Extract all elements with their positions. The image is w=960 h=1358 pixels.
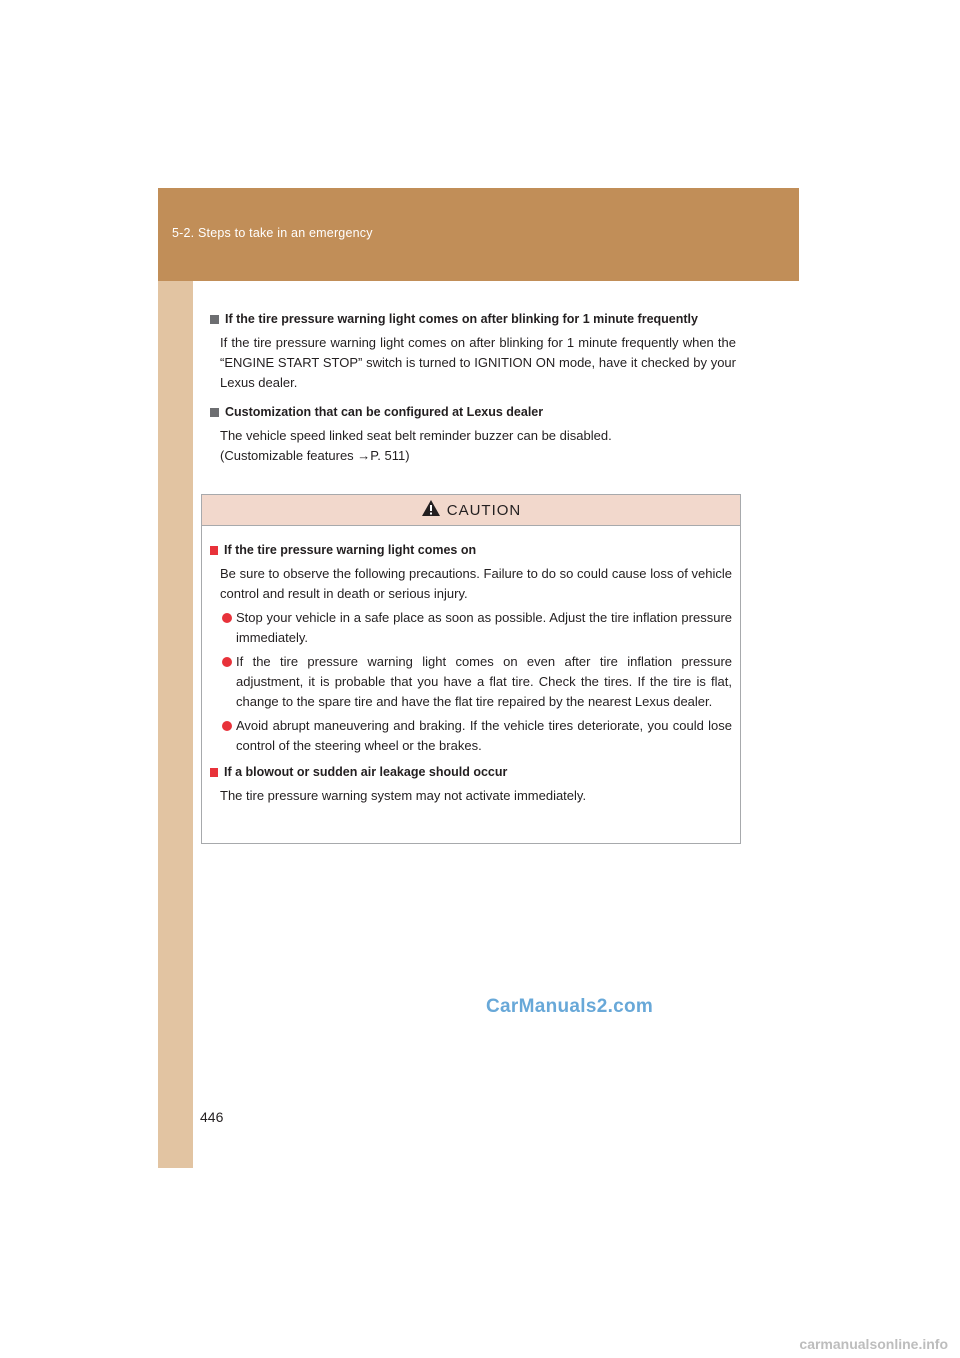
- caution-bullet: [222, 608, 732, 648]
- caution-title: CAUTION: [446, 501, 522, 519]
- caution-bullet: [222, 652, 732, 712]
- page-number: 446: [200, 1109, 224, 1125]
- bullet-text: Avoid abrupt maneuvering and braking. If the vehicle tires deteriorate, you could lose control of the steering wheel or the brakes.: [236, 718, 732, 753]
- bullet-dot-icon: [222, 613, 232, 623]
- caution-heading: If a blowout or sudden air leakage should occur: [224, 765, 508, 779]
- section-title: 5-2. Steps to take in an emergency: [172, 226, 373, 240]
- bullet-dot-icon: [222, 657, 232, 667]
- customization-section: [210, 402, 736, 466]
- warning-triangle-icon: [421, 499, 441, 522]
- bullet-text: Stop your vehicle in a safe place as soon as possible. Adjust the tire inflation pressure immediately.: [236, 610, 732, 645]
- bullet-dot-icon: [222, 721, 232, 731]
- section-text-line1: The vehicle speed linked seat belt reminder buzzer can be disabled.: [220, 428, 612, 443]
- caution-bullet: [222, 716, 732, 756]
- bullet-text: If the tire pressure warning light comes on even after tire inflation pressure adjustment, it is probable that you have a flat tire. Check the tires. If the tire is flat, change to the spare tire and have the flat tire repaired by the nearest Lexus dealer.: [236, 654, 732, 709]
- caution-box: [201, 494, 741, 844]
- square-bullet-icon: [210, 315, 219, 324]
- caution-body: [202, 526, 740, 806]
- section-text: If the tire pressure warning light comes on after blinking for 1 minute frequently when the “ENGINE START STOP” switch is turned to IGNITION ON mode, have it checked by your Lexus dealer.: [220, 335, 736, 390]
- main-content: [210, 309, 736, 475]
- page-sidebar: [158, 188, 193, 1168]
- caution-header: [202, 495, 740, 526]
- section-heading: If the tire pressure warning light comes on after blinking for 1 minute frequently: [225, 312, 698, 326]
- watermark-logo: CarManuals2.com: [486, 996, 654, 1017]
- section-heading: Customization that can be configured at Lexus dealer: [225, 405, 544, 419]
- tire-light-blinking-section: [210, 309, 736, 393]
- caution-heading: If the tire pressure warning light comes on: [224, 543, 477, 557]
- square-bullet-icon: [210, 546, 218, 555]
- caution-text: Be sure to observe the following precautions. Failure to do so could cause loss of vehicle control and result in death or serious injury.: [220, 566, 732, 601]
- section-text-line2: (Customizable features →P. 511): [220, 448, 410, 463]
- caution-text: The tire pressure warning system may not activate immediately.: [220, 788, 587, 803]
- square-bullet-icon: [210, 408, 219, 417]
- footer-watermark: carmanualsonline.info: [799, 1336, 948, 1352]
- square-bullet-icon: [210, 768, 218, 777]
